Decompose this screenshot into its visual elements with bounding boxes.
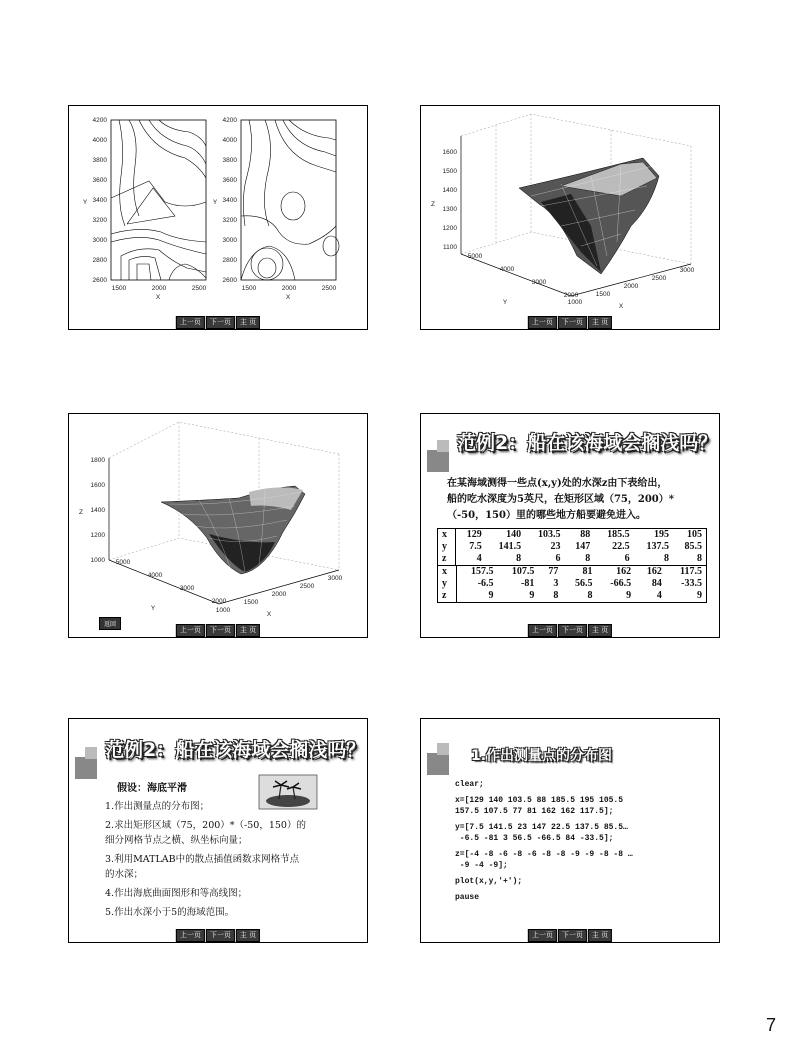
table-row — [438, 529, 706, 541]
decoration-square — [437, 440, 449, 452]
table-cell: 162 — [616, 566, 632, 577]
table-cell: 77 — [548, 566, 559, 577]
z-tick-label: 1800 — [90, 457, 105, 464]
row-label: z — [438, 553, 455, 566]
slide-title: 范例2：船在该海域会搁浅吗？ — [457, 432, 718, 454]
prev-page-button[interactable]: 上一页 — [176, 929, 205, 942]
table-cell: 7.5 — [469, 541, 482, 552]
row-label: x — [438, 566, 456, 578]
table-cell: 117.5 — [680, 566, 702, 577]
data-table-part-1 — [438, 529, 706, 566]
y-tick-label: 2000 — [563, 292, 579, 299]
row-label: y — [438, 541, 455, 553]
prev-page-button[interactable]: 上一页 — [176, 624, 205, 637]
table-cell: -66.5 — [610, 578, 632, 589]
table-cell: 6 — [624, 553, 630, 564]
y-tick-label: 3400 — [222, 197, 237, 204]
data-table — [437, 528, 707, 603]
y-tick-label: 2800 — [222, 257, 237, 264]
table-row — [438, 578, 706, 590]
x-tick-label: 2000 — [151, 285, 167, 292]
table-cell: 9 — [488, 590, 494, 601]
home-button[interactable]: 主 页 — [588, 624, 612, 637]
x-tick-label: 2500 — [191, 285, 207, 292]
table-cell: 4 — [476, 553, 482, 564]
y-axis-label: Y — [502, 299, 508, 306]
table-cell: -33.5 — [681, 578, 702, 589]
next-page-button[interactable]: 下一页 — [558, 316, 587, 329]
table-cell: 3 — [553, 578, 559, 589]
y-tick-label: 3800 — [222, 157, 237, 164]
x-tick-label: 1500 — [111, 285, 127, 292]
y-axis-label: Y — [150, 605, 156, 612]
table-row — [438, 566, 706, 578]
code-line: -6.5 -81 3 56.5 -66.5 84 -33.5]; — [455, 834, 614, 843]
nav-bar — [528, 624, 612, 637]
y-tick-label: 4000 — [92, 137, 107, 144]
prev-page-button[interactable]: 上一页 — [528, 624, 557, 637]
prev-page-button[interactable]: 上一页 — [176, 316, 205, 329]
prev-page-button[interactable]: 上一页 — [528, 316, 557, 329]
table-cell: 9 — [529, 590, 535, 601]
z-axis-label: Z — [431, 201, 435, 208]
home-button[interactable]: 主 页 — [588, 929, 612, 942]
slide-steps — [68, 718, 368, 943]
next-page-button[interactable]: 下一页 — [558, 624, 587, 637]
z-tick-label: 1500 — [442, 168, 457, 175]
code-line: clear; — [455, 780, 484, 789]
row-label: z — [438, 590, 456, 602]
home-button[interactable]: 主 页 — [236, 316, 260, 329]
step-line: 细分网格节点之横、纵坐标向量； — [105, 835, 248, 846]
decoration-square — [437, 743, 449, 755]
z-tick-label: 1300 — [442, 206, 457, 213]
contour-plots — [69, 106, 368, 321]
table-cell: 9 — [626, 590, 632, 601]
z-axis-label: Z — [79, 509, 83, 516]
z-tick-label: 1000 — [90, 557, 105, 564]
y-tick-label: 3400 — [92, 197, 107, 204]
y-tick-label: 2600 — [92, 277, 107, 284]
y-tick-label: 2800 — [92, 257, 107, 264]
y-tick-label: 3200 — [92, 217, 107, 224]
code-line: pause — [455, 893, 480, 902]
x-tick-label: 2500 — [299, 583, 315, 590]
x-tick-label: 2500 — [321, 285, 337, 292]
x-tick-label: 1000 — [567, 299, 583, 306]
back-button[interactable]: 返回 — [99, 617, 121, 630]
step-line: 4.作出海底曲面图形和等高线图； — [105, 888, 248, 899]
prev-page-button[interactable]: 上一页 — [528, 929, 557, 942]
y-tick-label: 2000 — [211, 598, 227, 605]
home-button[interactable]: 主 页 — [236, 929, 260, 942]
decoration-square — [427, 450, 449, 472]
x-tick-label: 2000 — [281, 285, 297, 292]
x-tick-label: 3000 — [679, 267, 695, 274]
z-tick-label: 1400 — [442, 187, 457, 194]
table-cell: 137.5 — [646, 541, 670, 552]
problem-text — [447, 476, 674, 524]
slide-surface-1 — [420, 105, 720, 330]
slide-problem-table — [420, 413, 720, 638]
z-tick-label: 1400 — [90, 507, 105, 514]
x-axis-label: X — [155, 294, 161, 301]
y-axis-label: Y — [82, 199, 88, 206]
table-row — [438, 541, 706, 553]
table-cell: 8 — [585, 553, 591, 564]
table-cell: 8 — [516, 553, 522, 564]
table-cell: 84 — [651, 578, 662, 589]
table-cell: 185.5 — [607, 529, 630, 540]
surface-plot-1 — [421, 106, 720, 321]
step-line: 1.作出测量点的分布图； — [105, 801, 210, 812]
y-tick-label: 3200 — [222, 217, 237, 224]
y-tick-label: 3600 — [92, 177, 107, 184]
y-tick-label: 5000 — [467, 253, 483, 260]
y-tick-label: 4000 — [499, 266, 515, 273]
y-tick-label: 3000 — [92, 237, 107, 244]
table-cell: 107.5 — [511, 566, 535, 577]
z-tick-label: 1200 — [90, 532, 105, 539]
y-tick-label: 3000 — [179, 585, 195, 592]
table-cell: -81 — [520, 578, 535, 589]
table-cell: 103.5 — [538, 529, 561, 540]
next-page-button[interactable]: 下一页 — [206, 624, 235, 637]
slide-code — [420, 718, 720, 943]
y-tick-label: 4000 — [222, 137, 237, 144]
decoration-square — [75, 757, 97, 779]
next-page-button[interactable]: 下一页 — [206, 929, 235, 942]
x-axis-label: X — [266, 611, 272, 618]
table-cell: -6.5 — [477, 578, 494, 589]
z-tick-label: 1600 — [90, 482, 105, 489]
table-cell: 4 — [656, 590, 662, 601]
z-tick-label: 1100 — [443, 244, 457, 251]
y-tick-label: 5000 — [115, 559, 131, 566]
table-cell: 88 — [580, 529, 591, 540]
nav-bar — [176, 624, 260, 637]
code-line: 157.5 107.5 77 81 162 162 117.5]; — [455, 807, 614, 816]
table-cell: 85.5 — [684, 541, 702, 552]
data-table-part-2 — [438, 566, 706, 602]
x-tick-label: 3000 — [327, 575, 343, 582]
y-tick-label: 4200 — [92, 117, 107, 124]
next-page-button[interactable]: 下一页 — [558, 929, 587, 942]
z-tick-label: 1200 — [442, 225, 457, 232]
y-tick-label: 4200 — [222, 117, 237, 124]
steps-list — [105, 799, 306, 920]
x-tick-label: 1500 — [595, 291, 611, 298]
x-tick-label: 2000 — [271, 591, 287, 598]
table-cell: 8 — [587, 590, 593, 601]
z-tick-label: 1600 — [442, 149, 457, 156]
step-line: 的水深； — [105, 869, 144, 880]
problem-line-2: 船的吃水深度为5英尺，在矩形区域（75，200）* — [447, 494, 674, 505]
code-line: x=[129 140 103.5 88 185.5 195 105.5 — [455, 796, 624, 805]
y-tick-label: 3800 — [92, 157, 107, 164]
x-axis-label: X — [618, 303, 624, 310]
step-line: 5.作出水深小于5的海域范围。 — [105, 907, 235, 918]
x-axis-label: X — [285, 294, 291, 301]
x-tick-label: 1500 — [243, 599, 259, 606]
x-tick-label: 1500 — [241, 285, 257, 292]
step-line: 2.求出矩形区域（75，200）*（-50，150）的 — [105, 820, 306, 831]
table-row — [438, 553, 706, 566]
slide-surface-2 — [68, 413, 368, 638]
table-cell: 141.5 — [498, 541, 522, 552]
x-tick-label: 2000 — [623, 283, 639, 290]
slide-title: 范例2：船在该海域会搁浅吗？ — [105, 739, 366, 761]
table-cell: 8 — [553, 590, 559, 601]
row-label: x — [438, 529, 455, 541]
table-row — [438, 590, 706, 602]
row-label: y — [438, 578, 456, 590]
table-cell: 157.5 — [471, 566, 494, 577]
home-button[interactable]: 主 页 — [588, 316, 612, 329]
nav-bar — [528, 929, 612, 942]
decoration-square — [85, 747, 97, 759]
home-button[interactable]: 主 页 — [236, 624, 260, 637]
next-page-button[interactable]: 下一页 — [206, 316, 235, 329]
surface-plot-2 — [69, 414, 368, 629]
table-cell: 8 — [664, 553, 670, 564]
table-cell: 81 — [582, 566, 593, 577]
code-line: y=[7.5 141.5 23 147 22.5 137.5 85.5… — [455, 823, 628, 832]
slide-contour-plots — [68, 105, 368, 330]
table-cell: 56.5 — [575, 578, 593, 589]
step-line: 3.利用MATLAB中的散点插值函数求网格节点 — [105, 854, 300, 865]
decoration-square — [427, 753, 449, 775]
table-cell: 8 — [697, 553, 702, 564]
table-cell: 6 — [555, 553, 561, 564]
y-tick-label: 3600 — [222, 177, 237, 184]
table-cell: 129 — [466, 529, 482, 540]
table-cell: 105 — [687, 529, 702, 540]
table-cell: 23 — [550, 541, 561, 552]
table-cell: 9 — [697, 590, 702, 601]
nav-bar — [176, 316, 260, 329]
code-line: -9 -4 -9]; — [455, 861, 508, 870]
x-tick-label: 1000 — [215, 607, 231, 614]
table-cell: 140 — [506, 529, 522, 540]
y-tick-label: 2600 — [222, 277, 237, 284]
nav-bar — [176, 929, 260, 942]
y-tick-label: 3000 — [222, 237, 237, 244]
code-line: plot(x,y,'+'); — [455, 877, 523, 886]
y-tick-label: 3000 — [531, 279, 547, 286]
table-cell: 147 — [575, 541, 591, 552]
table-cell: 195 — [654, 529, 670, 540]
assumption-text: 假设：海底平滑 — [117, 783, 187, 794]
nav-bar — [528, 316, 612, 329]
code-line: z=[-4 -8 -6 -8 -6 -8 -8 -9 -9 -8 -8 … — [455, 850, 633, 859]
problem-line-1: 在某海域测得一些点(x,y)处的水深z由下表给出， — [447, 478, 668, 489]
table-cell: 162 — [646, 566, 662, 577]
y-tick-label: 4000 — [147, 572, 163, 579]
y-axis-label: Y — [212, 199, 218, 206]
problem-line-3: （-50，150）里的哪些地方船要避免进入。 — [447, 510, 646, 521]
page-number: 7 — [765, 1015, 776, 1035]
x-tick-label: 2500 — [651, 275, 667, 282]
table-cell: 22.5 — [612, 541, 630, 552]
slide-title: 1.作出测量点的分布图 — [471, 748, 613, 764]
